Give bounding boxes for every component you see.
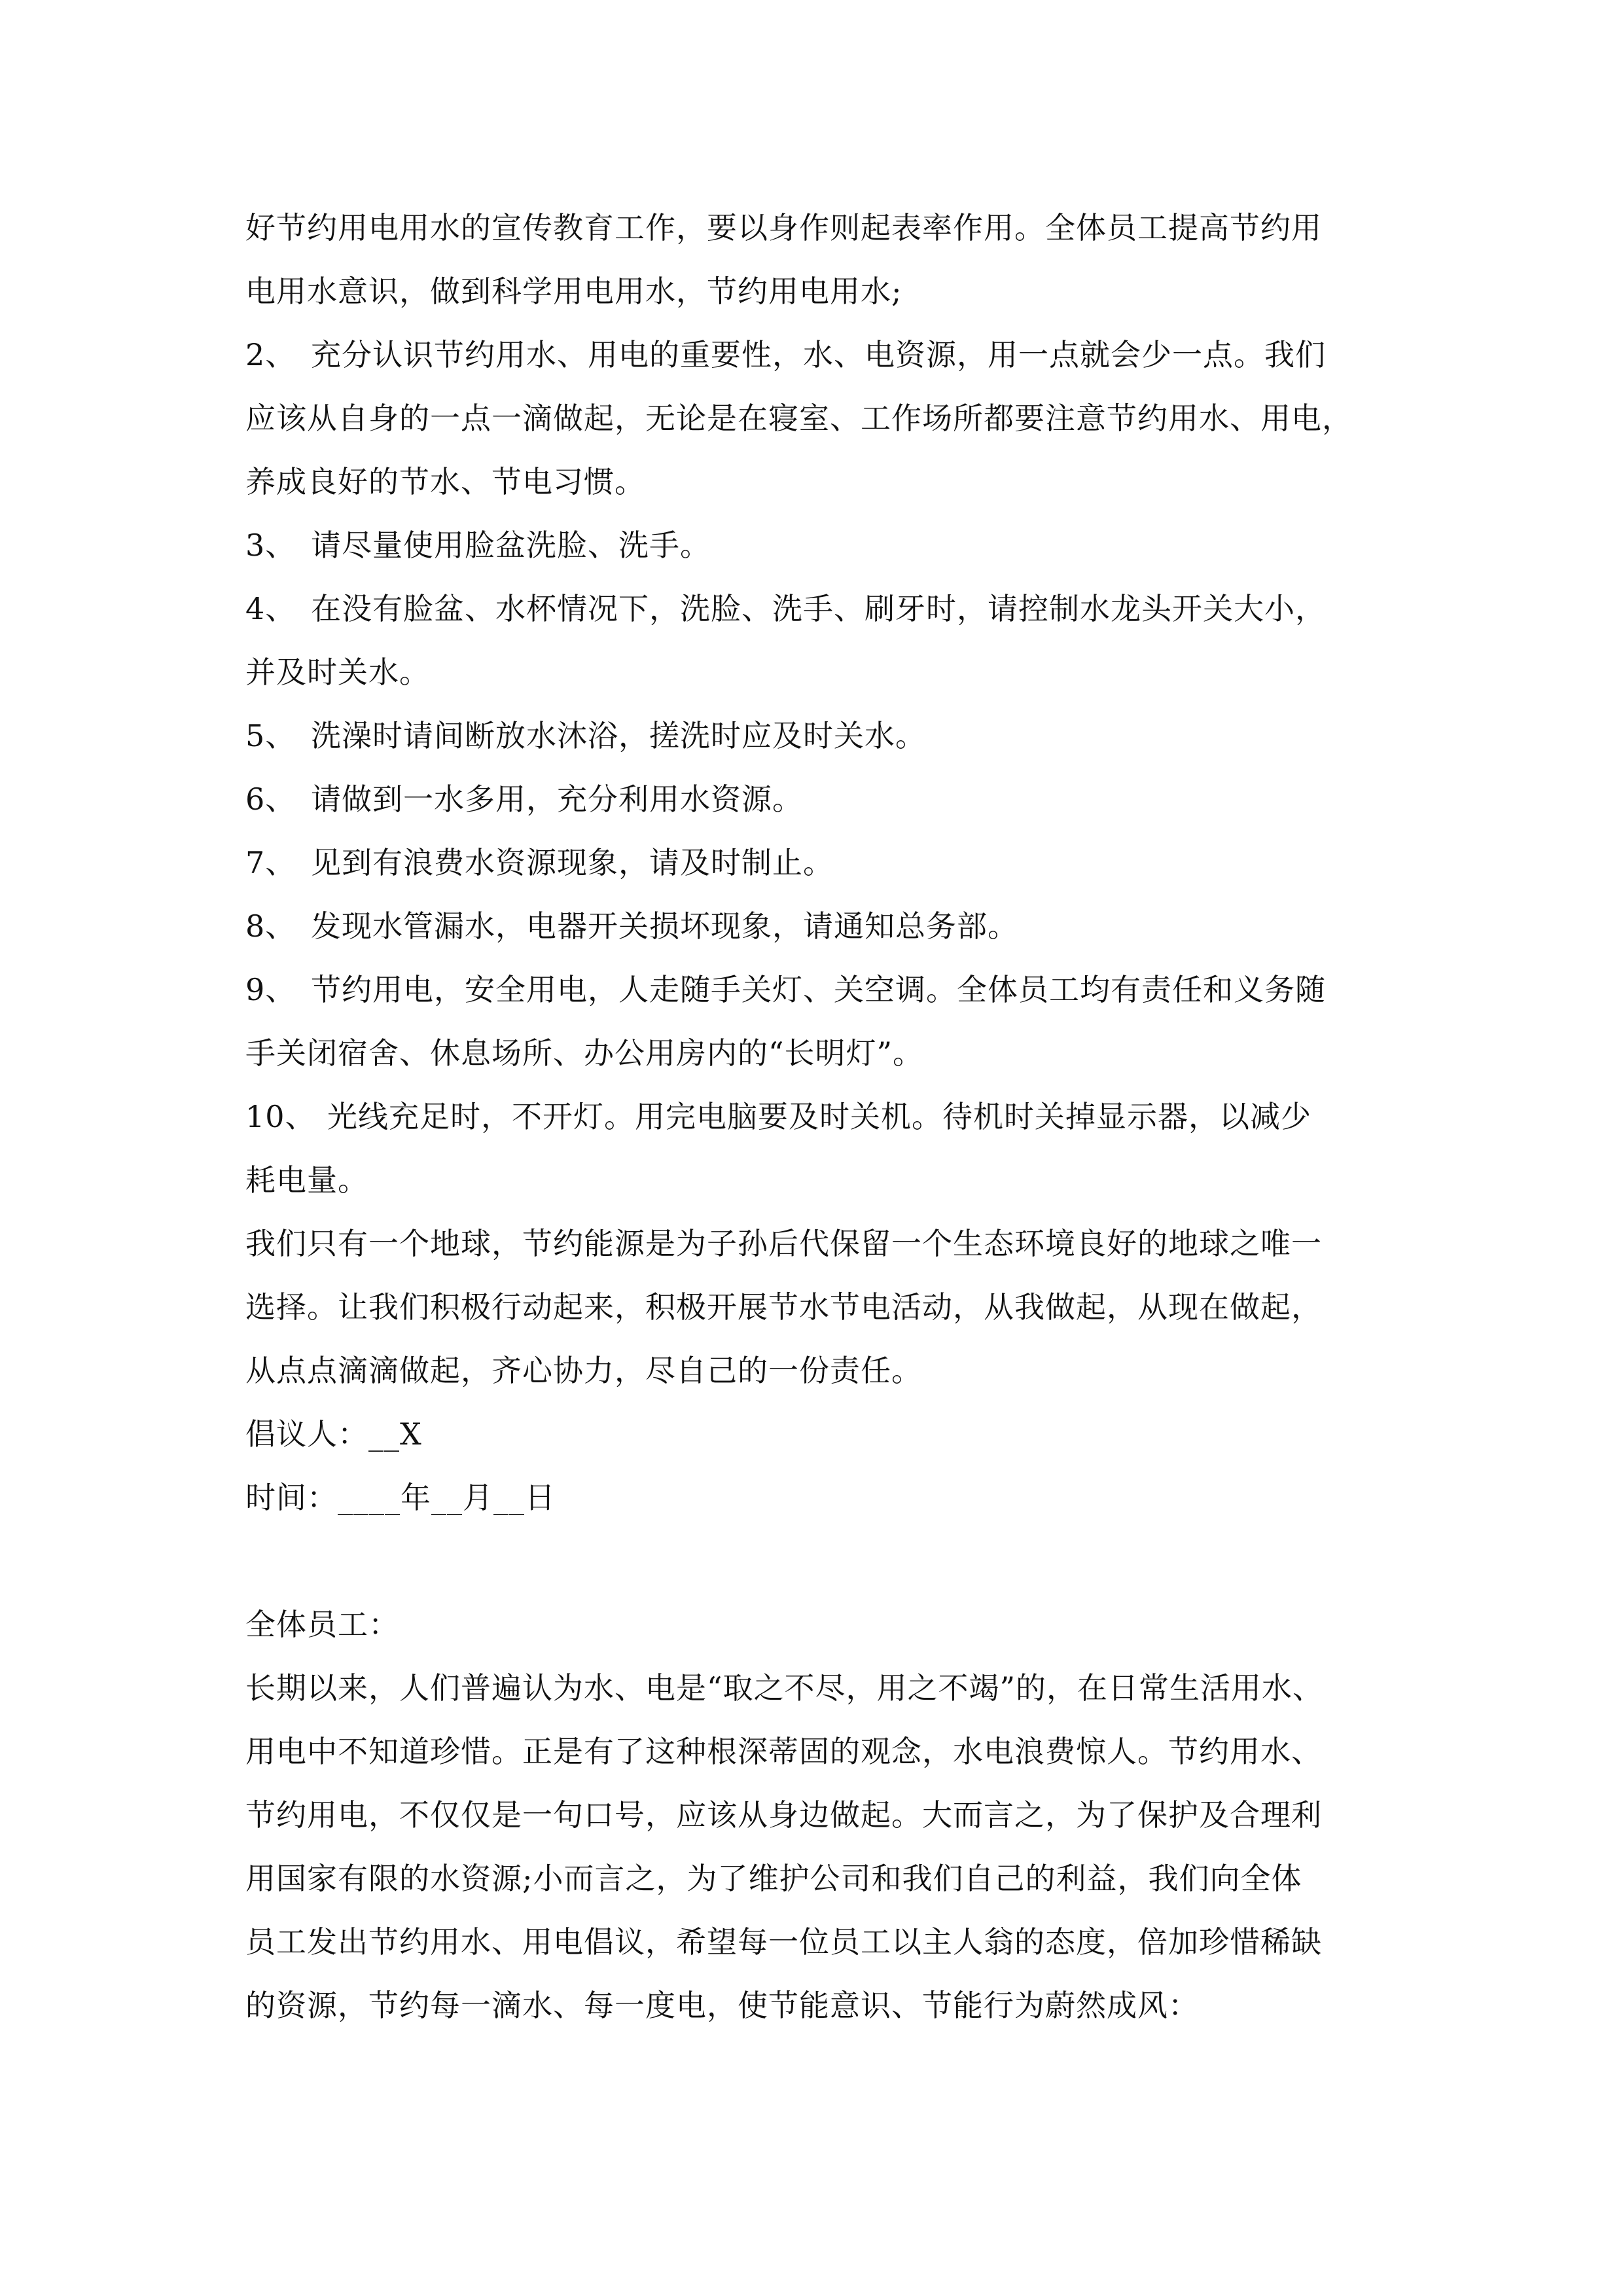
text-line: 用电中不知道珍惜。正是有了这种根深蒂固的观念，水电浪费惊人。节约用水、 <box>245 1734 1322 1769</box>
salutation: 全体员工： <box>245 1607 399 1642</box>
list-item <box>245 895 1394 958</box>
list-text: 请做到一水多用，充分利用水资源。 <box>311 781 803 817</box>
text-line: 长期以来，人们普遍认为水、电是“取之不尽，用之不竭”的，在日常生活用水、 <box>245 1670 1324 1706</box>
list-text: 请尽量使用脸盆洗脸、洗手。 <box>311 528 711 563</box>
list-text: 发现水管漏水，电器开关损坏现象，请通知总务部。 <box>311 908 1018 944</box>
list-text: 充分认识节约用水、用电的重要性，水、电资源，用一点就会少一点。我们 <box>311 337 1326 372</box>
list-item <box>245 958 1394 1022</box>
list-number: 5、 <box>245 718 296 753</box>
proposer-line: 倡议人：__X <box>245 1416 422 1452</box>
text-line: 我们只有一个地球，节约能源是为子孙后代保留一个生态环境良好的地球之唯一 <box>245 1226 1322 1261</box>
list-text: 在没有脸盆、水杯情况下，洗脸、洗手、刷牙时，请控制水龙头开关大小， <box>311 591 1326 626</box>
text-line: 从点点滴滴做起，齐心协力，尽自己的一份责任。 <box>245 1353 922 1388</box>
paragraph-gap <box>245 1530 1394 1593</box>
list-text: 洗澡时请间断放水沐浴，搓洗时应及时关水。 <box>311 718 926 753</box>
text-line: 养成良好的节水、节电习惯。 <box>245 464 645 499</box>
list-item <box>245 1085 1394 1149</box>
list-number: 10、 <box>245 1099 316 1134</box>
list-item <box>245 768 1394 831</box>
text-line: 用国家有限的水资源;小而言之，为了维护公司和我们自己的利益，我们向全体 <box>245 1861 1302 1896</box>
list-number: 2、 <box>245 337 296 372</box>
list-item <box>245 704 1394 768</box>
list-text: 光线充足时，不开灯。用完电脑要及时关机。待机时关掉显示器，以减少 <box>327 1099 1311 1134</box>
text-line: 好节约用电用水的宣传教育工作，要以身作则起表率作用。全体员工提高节约用 <box>245 210 1322 245</box>
list-number: 3、 <box>245 528 296 563</box>
date-line: 时间：____年__月__日 <box>245 1480 556 1515</box>
text-line: 选择。让我们积极行动起来，积极开展节水节电活动，从我做起，从现在做起， <box>245 1289 1322 1325</box>
text-line: 节约用电，不仅仅是一句口号，应该从身边做起。大而言之，为了保护及合理利 <box>245 1797 1322 1833</box>
text-line: 耗电量。 <box>245 1162 368 1198</box>
text-line: 手关闭宿舍、休息场所、办公用房内的“长明灯”。 <box>245 1035 924 1071</box>
list-item <box>245 577 1394 641</box>
text-line: 应该从自身的一点一滴做起，无论是在寝室、工作场所都要注意节约用水、用电， <box>245 401 1353 436</box>
list-number: 4、 <box>245 591 296 626</box>
document-body <box>245 196 1394 2037</box>
text-line: 电用水意识，做到科学用电用水，节约用电用水; <box>245 274 902 309</box>
list-text: 见到有浪费水资源现象，请及时制止。 <box>311 845 834 880</box>
list-number: 8、 <box>245 908 296 944</box>
text-line: 的资源，节约每一滴水、每一度电，使节能意识、节能行为蔚然成风： <box>245 1988 1199 2023</box>
list-item <box>245 323 1394 387</box>
text-line: 员工发出节约用水、用电倡议，希望每一位员工以主人翁的态度，倍加珍惜稀缺 <box>245 1924 1322 1960</box>
list-number: 7、 <box>245 845 296 880</box>
list-number: 9、 <box>245 972 296 1007</box>
list-item <box>245 831 1394 895</box>
text-line: 并及时关水。 <box>245 655 430 690</box>
list-number: 6、 <box>245 781 296 817</box>
list-item <box>245 514 1394 577</box>
list-text: 节约用电，安全用电，人走随手关灯、关空调。全体员工均有责任和义务随 <box>311 972 1326 1007</box>
